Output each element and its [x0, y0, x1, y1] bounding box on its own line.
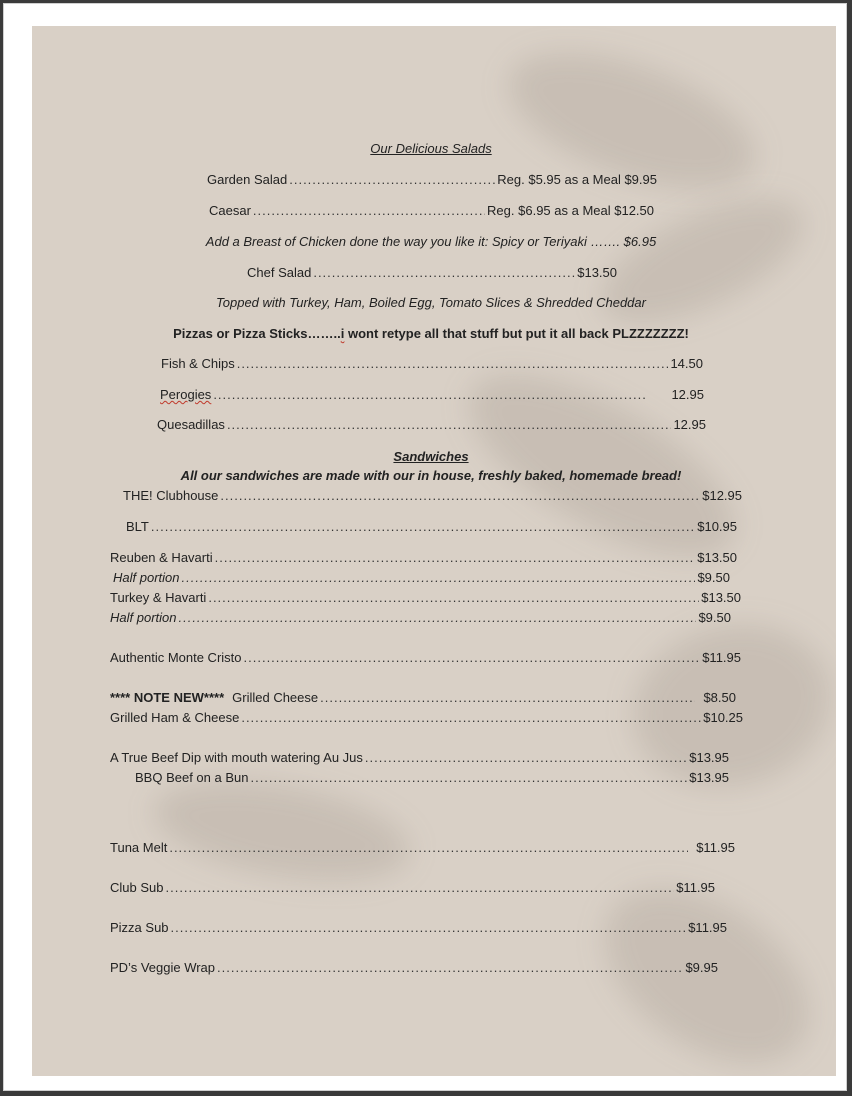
chef-toppings-note: Topped with Turkey, Ham, Boiled Egg, Tomato Slices & Shredded Cheddar — [216, 295, 646, 310]
dot-leader — [178, 610, 696, 626]
menu-item-clubhouse — [123, 488, 742, 504]
menu-item-chef-salad — [247, 265, 617, 281]
item-price: $11.95 — [696, 840, 735, 855]
menu-item-reuben-half — [113, 570, 730, 586]
item-name: Tuna Melt — [110, 840, 168, 855]
dot-leader — [250, 770, 687, 786]
item-name: Turkey & Havarti — [110, 590, 207, 605]
menu-page — [32, 26, 836, 1076]
menu-item-blt — [126, 519, 737, 535]
item-name: BBQ Beef on a Bun — [135, 770, 249, 785]
item-price: Reg. $6.95 as a Meal $12.50 — [487, 203, 654, 218]
menu-item-turkey-half — [110, 610, 731, 626]
item-price: $11.95 — [676, 880, 715, 895]
pizza-note — [173, 326, 689, 342]
item-name: Caesar — [209, 203, 251, 218]
item-name: Club Sub — [110, 880, 164, 895]
menu-item-turkey-havarti — [110, 590, 741, 606]
dot-leader — [365, 750, 687, 766]
item-name: Garden Salad — [207, 172, 288, 187]
item-name: Pizza Sub — [110, 920, 169, 935]
item-name: THE! Clubhouse — [123, 488, 219, 503]
item-price: $11.95 — [688, 920, 727, 935]
dot-leader — [169, 840, 688, 856]
dot-leader — [213, 387, 645, 403]
dot-leader — [217, 960, 683, 976]
menu-item-fish-chips — [161, 356, 703, 372]
item-price: 12.95 — [671, 387, 704, 402]
item-price: $13.50 — [697, 550, 737, 565]
menu-item-grilled-ham-cheese — [110, 710, 743, 726]
item-price: 12.95 — [673, 417, 706, 432]
dot-leader — [151, 519, 695, 535]
menu-item-beef-dip — [110, 750, 729, 766]
dot-leader — [208, 590, 699, 606]
pizza-note-suffix: wont retype all that stuff but put it all back PLZZZZZZZ! — [344, 326, 689, 341]
item-name: Perogies — [160, 387, 212, 402]
item-price: $9.50 — [698, 610, 731, 625]
menu-item-garden-salad — [207, 172, 657, 188]
item-price: $10.25 — [703, 710, 743, 725]
item-price: $10.95 — [697, 519, 737, 534]
salads-heading: Our Delicious Salads — [370, 141, 492, 156]
item-price: $13.95 — [689, 770, 729, 785]
sandwiches-heading: Sandwiches — [393, 449, 469, 464]
item-name: Grilled Cheese — [232, 690, 319, 705]
item-name: Chef Salad — [247, 265, 312, 280]
menu-item-pizza-sub — [110, 920, 727, 936]
item-name: PD’s Veggie Wrap — [110, 960, 216, 975]
dot-leader — [320, 690, 695, 706]
menu-item-reuben — [110, 550, 737, 566]
dot-leader — [241, 710, 701, 726]
item-price: $13.50 — [701, 590, 741, 605]
new-item-badge: **** NOTE NEW**** — [110, 690, 225, 705]
menu-item-caesar — [209, 203, 654, 219]
menu-item-perogies — [160, 387, 704, 403]
item-name: Fish & Chips — [161, 356, 235, 371]
dot-leader — [289, 172, 495, 188]
dot-leader — [220, 488, 700, 504]
item-name: Grilled Ham & Cheese — [110, 710, 240, 725]
menu-item-grilled-cheese — [110, 690, 736, 706]
sandwiches-tagline: All our sandwiches are made with our in house, freshly baked, homemade bread! — [180, 468, 682, 483]
item-price: $9.95 — [685, 960, 718, 975]
item-price: $11.95 — [702, 650, 741, 665]
menu-item-club-sub — [110, 880, 715, 896]
dot-leader — [313, 265, 575, 281]
shadow-decoration — [583, 174, 820, 349]
pizza-note-misspelling: i — [340, 326, 345, 341]
dot-leader — [181, 570, 695, 586]
document-frame — [3, 3, 847, 1091]
item-price: $13.50 — [577, 265, 617, 280]
item-price: $9.50 — [697, 570, 730, 585]
menu-item-tuna-melt — [110, 840, 735, 856]
item-name: Reuben & Havarti — [110, 550, 213, 565]
item-name: Half portion — [110, 610, 177, 625]
dot-leader — [237, 356, 669, 372]
item-price: $8.50 — [703, 690, 736, 705]
item-name: A True Beef Dip with mouth watering Au Jus — [110, 750, 363, 765]
dot-leader — [215, 550, 696, 566]
dot-leader — [227, 417, 672, 433]
item-price: Reg. $5.95 as a Meal $9.95 — [497, 172, 657, 187]
dot-leader — [165, 880, 674, 896]
item-name: Half portion — [113, 570, 180, 585]
item-price: $12.95 — [702, 488, 742, 503]
item-name: Authentic Monte Cristo — [110, 650, 242, 665]
item-price: $13.95 — [689, 750, 729, 765]
menu-item-quesadillas — [157, 417, 706, 433]
menu-item-veggie-wrap — [110, 960, 718, 976]
dot-leader — [253, 203, 485, 219]
pizza-note-prefix: Pizzas or Pizza Sticks…….. — [173, 326, 341, 341]
dot-leader — [244, 650, 701, 666]
chicken-addon-note: Add a Breast of Chicken done the way you like it: Spicy or Teriyaki ……. $6.95 — [205, 234, 657, 249]
item-name: BLT — [126, 519, 149, 534]
menu-item-bbq-beef — [135, 770, 729, 786]
shadow-decoration — [491, 26, 773, 217]
item-name: Quesadillas — [157, 417, 225, 432]
dot-leader — [171, 920, 687, 936]
menu-item-monte-cristo — [110, 650, 741, 666]
item-price: 14.50 — [670, 356, 703, 371]
